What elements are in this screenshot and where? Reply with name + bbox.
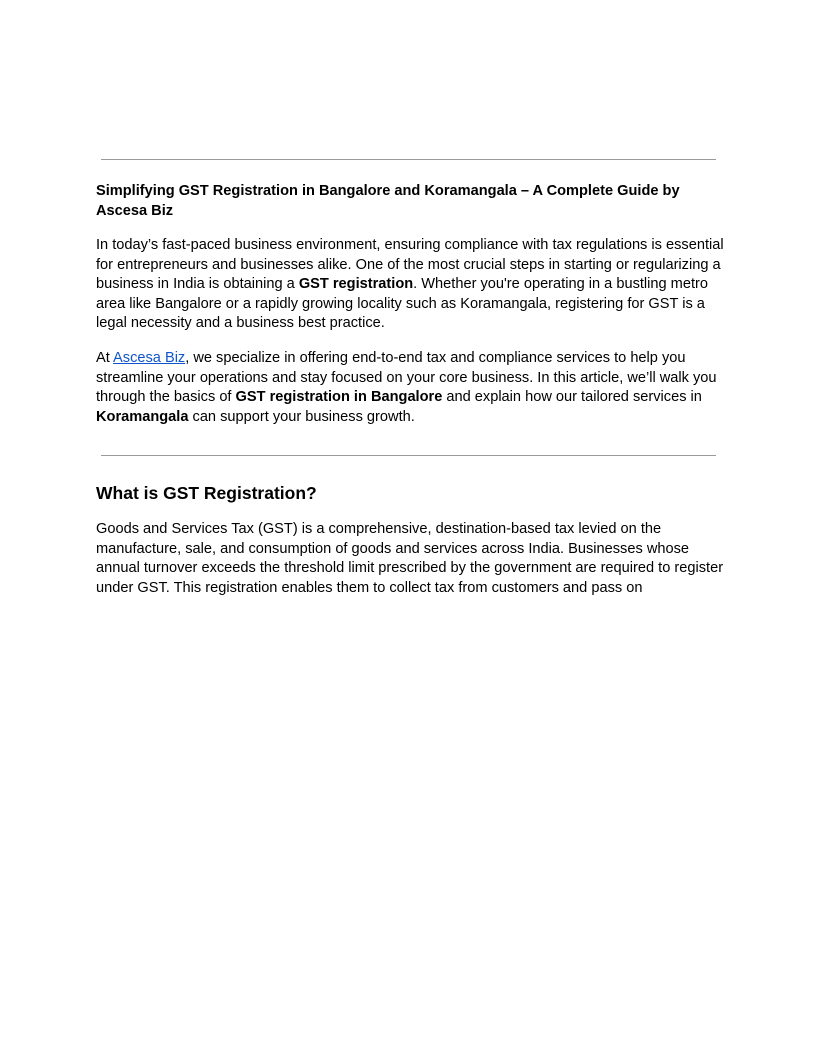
intro-bold-gst-registration: GST registration [298,276,414,292]
intro-text-1: In today’s fast-paced business environment, ensuring compliance with tax regulations is essential for entrepreneurs and businesses alike. One of the most crucial steps in starting or regularizing a business in India is obtaining a [96,237,724,292]
intro-text-2: . Whether you're operating in a bustling metro area like Bangalore or a rapidly growing locality such as Koramangala, registering for GST is a legal necessity and a business best practice. [96,276,708,331]
section-heading: What is GST Registration? [96,483,317,503]
about-text-4: can support your business growth. [188,408,415,425]
ascesa-biz-link[interactable]: Ascesa Biz [113,350,186,366]
article-title: Simplifying GST Registration in Bangalore and Koramangala – A Complete Guide by Ascesa Biz [96,183,680,219]
about-bold-gst-bangalore: GST registration in Bangalore [235,389,443,405]
about-paragraph [96,349,726,427]
about-text-2: , we specialize in offering end-to-end tax and compliance services to help you streamline your operations and stay focused on your core business. In this article, we’ll walk you through the basics of [96,350,717,405]
intro-paragraph [96,236,726,334]
horizontal-divider [101,455,716,456]
section-body-paragraph: Goods and Services Tax (GST) is a comprehensive, destination-based tax levied on the manufacture, sale, and consumption of goods and services across India. Businesses whose annual turnover exceeds the threshold limit prescribed by the government are required to register under GST. This registration enables them to collect tax from customers and pass on [96,521,724,596]
about-text-3: and explain how our tailored services in [442,389,702,405]
about-bold-koramangala: Koramangala [96,408,189,425]
about-text-1: At [96,350,114,366]
horizontal-divider [101,159,716,160]
